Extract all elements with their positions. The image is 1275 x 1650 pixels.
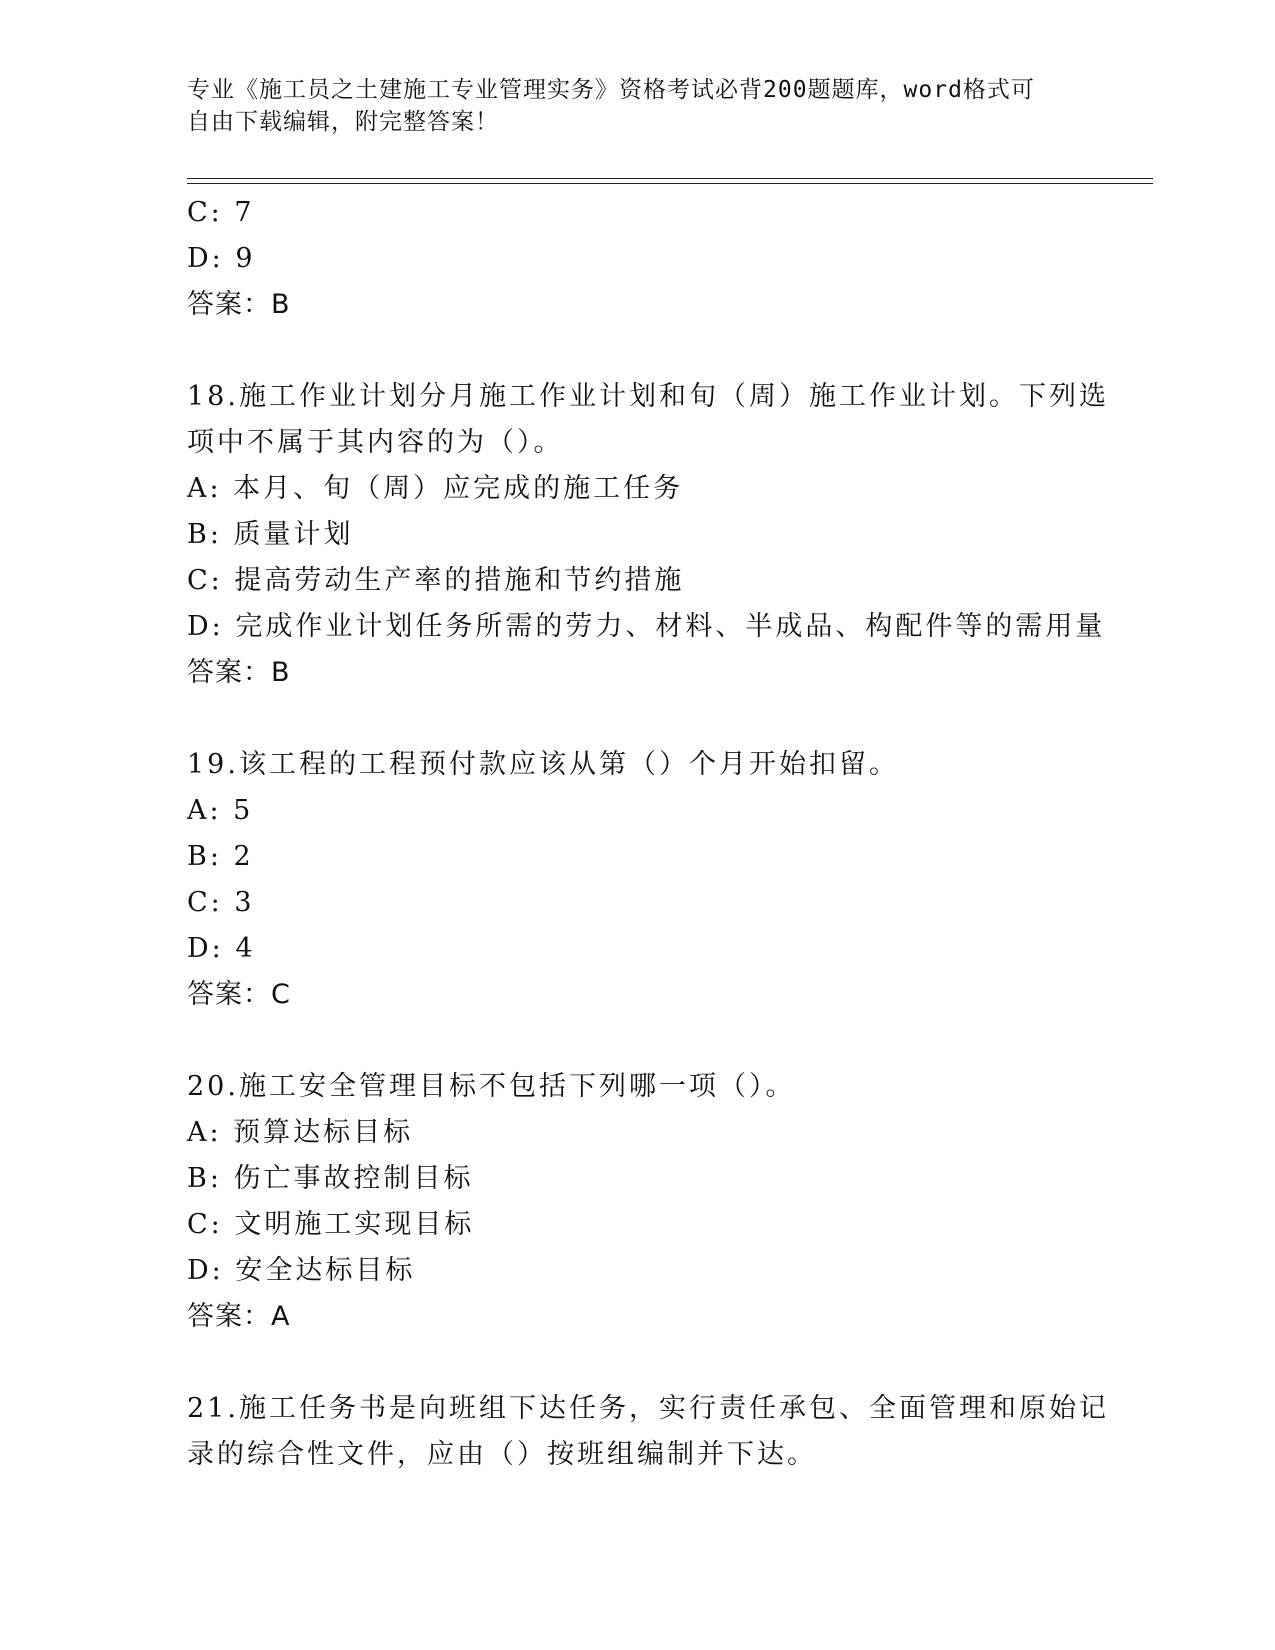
option-b: B: 伤亡事故控制目标: [187, 1163, 474, 1194]
header-divider-top: [187, 178, 1153, 179]
header-title-line-1: 专业《施工员之土建施工专业管理实务》资格考试必背200题题库，word格式可: [187, 77, 1035, 103]
option-b: B: 2: [187, 841, 254, 872]
question-text-continued: 录的综合性文件，应由（）按班组编制并下达。: [187, 1439, 817, 1470]
option-a: A: 5: [187, 795, 254, 826]
spacer: [187, 1340, 1087, 1386]
question-17-tail: [187, 190, 1087, 328]
question-text-continued: 项中不属于其内容的为（）。: [187, 427, 564, 458]
document-header: [187, 74, 1067, 138]
answer-line: 答案：B: [187, 657, 291, 688]
option-d: D: 完成作业计划任务所需的劳力、材料、半成品、构配件等的需用量: [187, 611, 1106, 642]
spacer: [187, 696, 1087, 742]
question-20: [187, 1064, 1087, 1340]
question-text: 19.该工程的工程预付款应该从第（）个月开始扣留。: [187, 749, 899, 780]
question-text: 21.施工任务书是向班组下达任务，实行责任承包、全面管理和原始记: [187, 1393, 1109, 1424]
question-21: [187, 1386, 1109, 1478]
answer-line: 答案：B: [187, 289, 291, 320]
question-text: 18.施工作业计划分月施工作业计划和旬（周）施工作业计划。下列选: [187, 381, 1109, 412]
option-c: C: 7: [187, 197, 255, 228]
question-text: 20.施工安全管理目标不包括下列哪一项（）。: [187, 1071, 796, 1102]
option-c: C: 提高劳动生产率的措施和节约措施: [187, 565, 685, 596]
option-b: B: 质量计划: [187, 519, 354, 550]
option-c: C: 3: [187, 887, 255, 918]
question-list: [187, 190, 1109, 1478]
header-title-line-2: 自由下载编辑，附完整答案！: [187, 109, 499, 135]
spacer: [187, 1018, 1087, 1064]
option-c: C: 文明施工实现目标: [187, 1209, 475, 1240]
option-d: D: 9: [187, 243, 256, 274]
option-a: A: 本月、旬（周）应完成的施工任务: [187, 473, 684, 504]
question-19: [187, 742, 1087, 1018]
answer-line: 答案：C: [187, 979, 291, 1010]
answer-line: 答案：A: [187, 1301, 291, 1332]
option-a: A: 预算达标目标: [187, 1117, 414, 1148]
spacer: [187, 328, 1087, 374]
question-18: [187, 374, 1109, 696]
option-d: D: 安全达标目标: [187, 1255, 416, 1286]
option-d: D: 4: [187, 933, 256, 964]
header-divider-bottom: [187, 183, 1153, 184]
